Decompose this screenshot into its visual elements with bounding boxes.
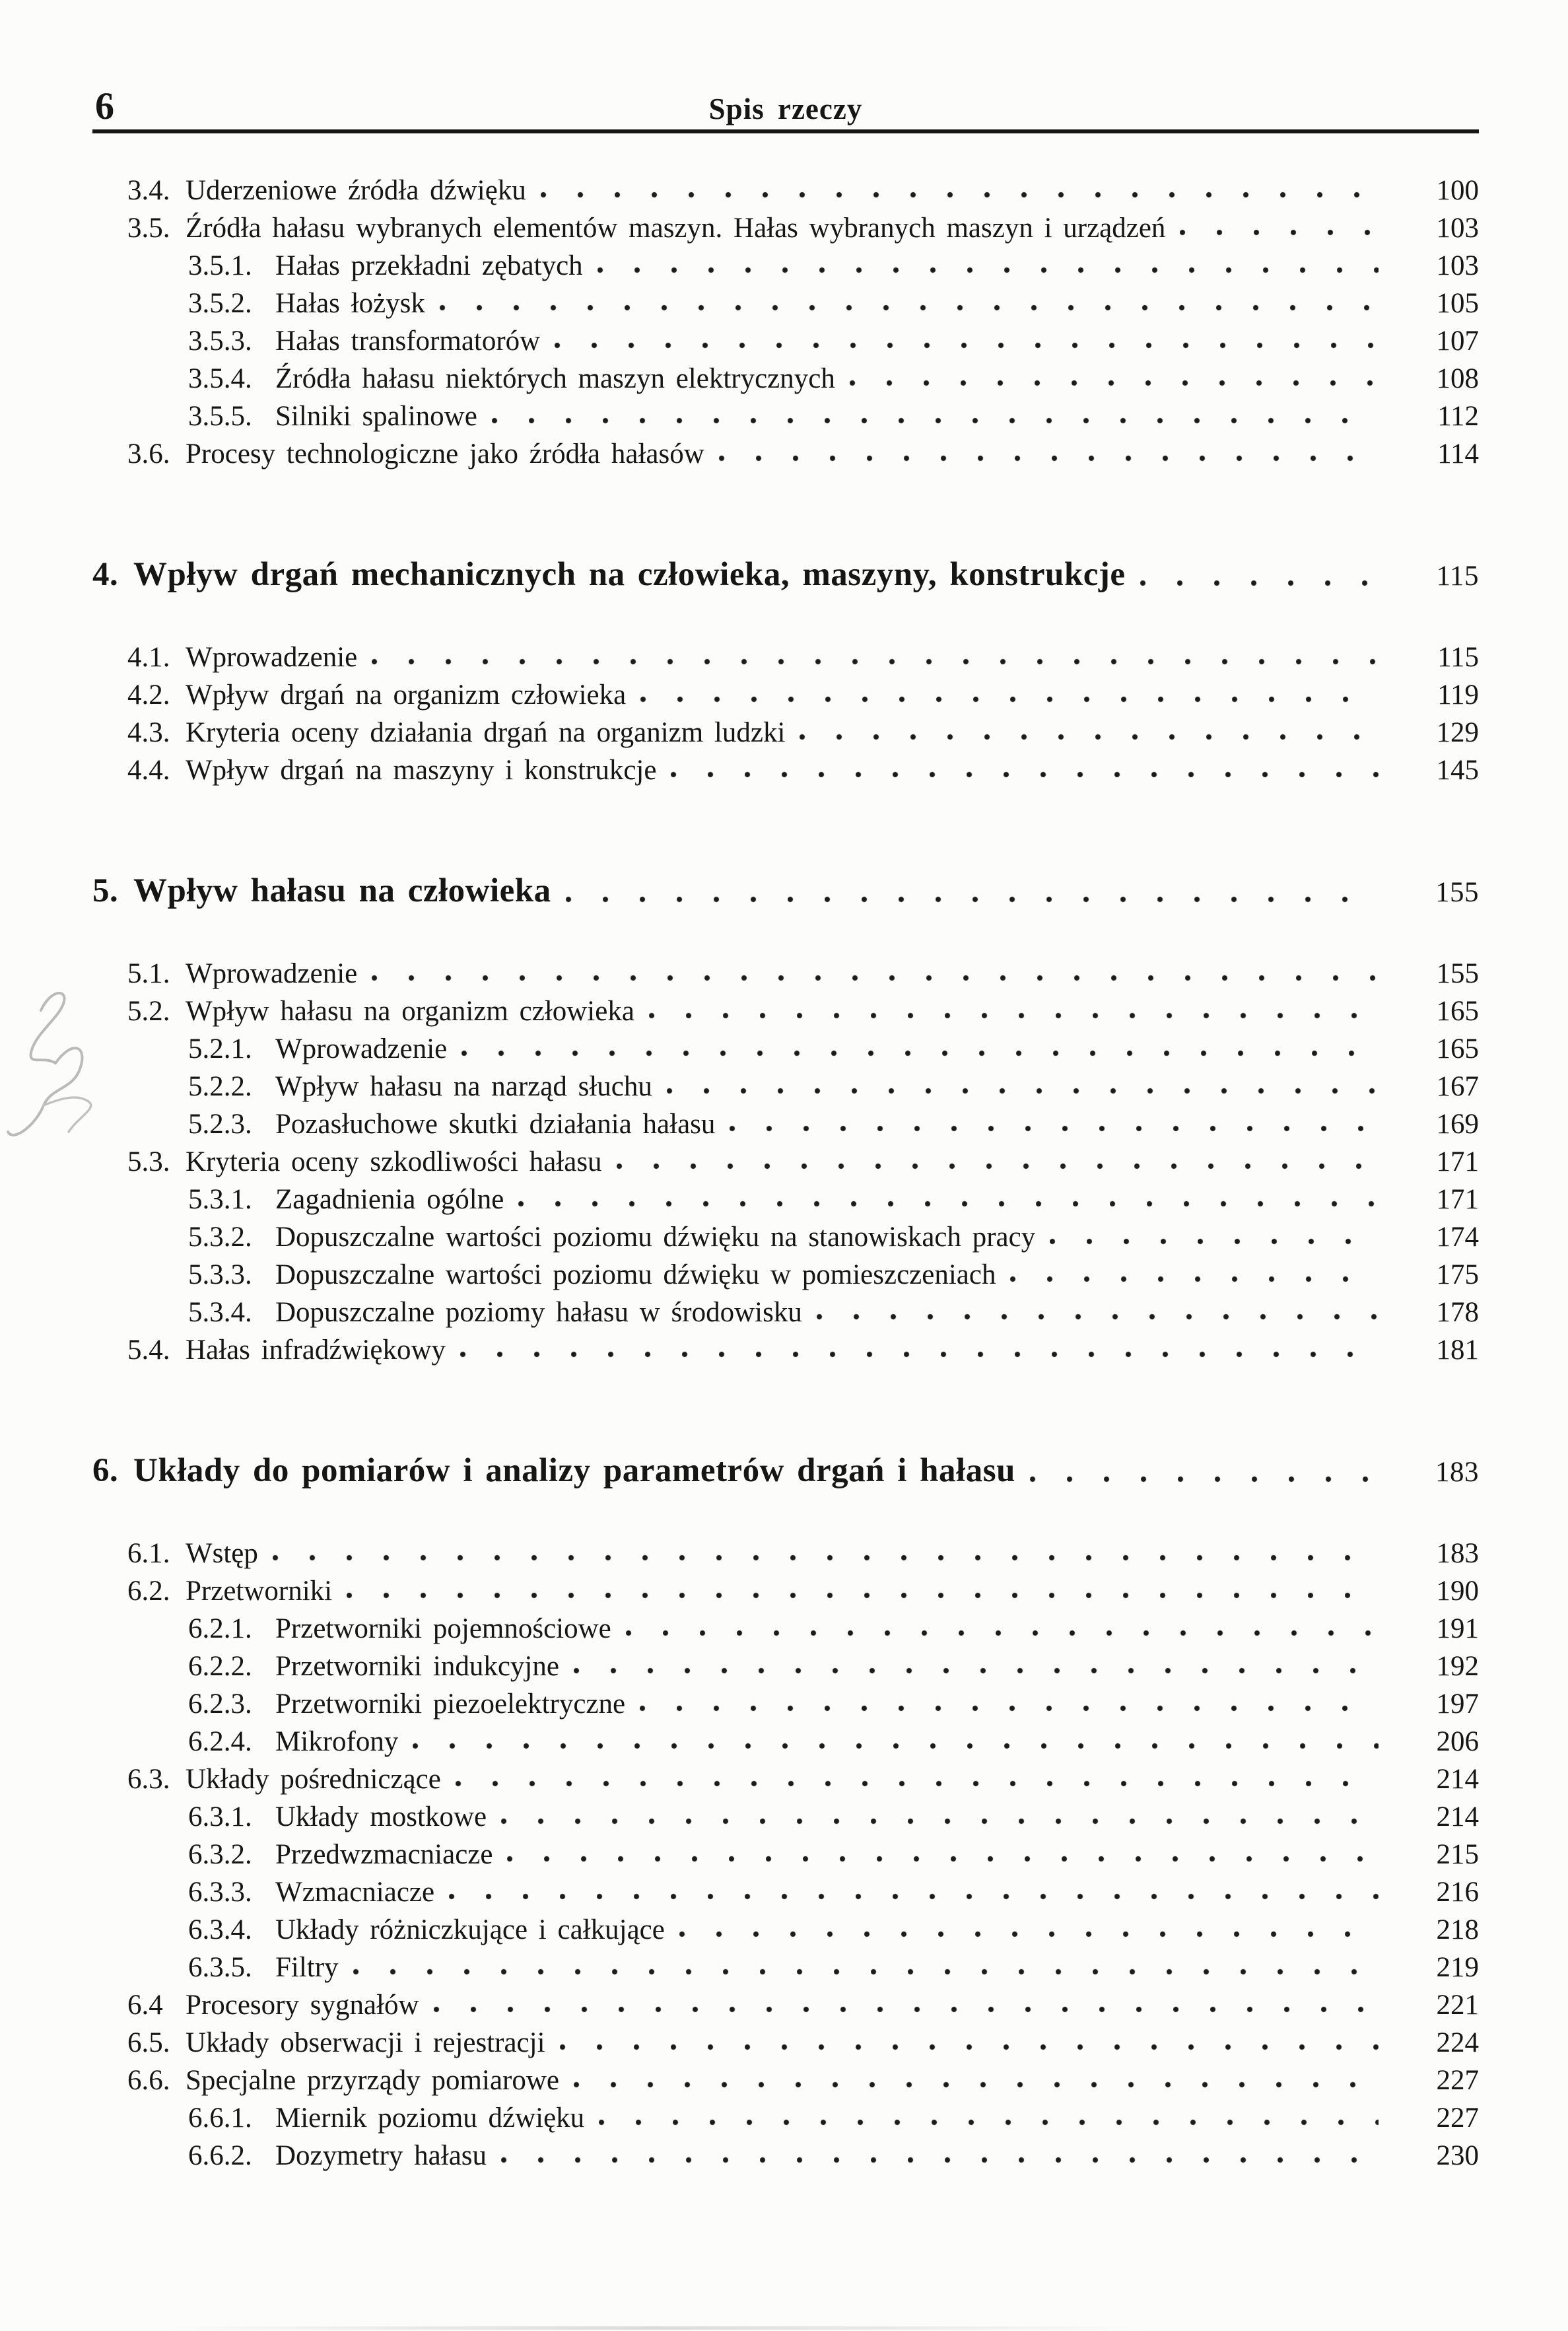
entry-page-number: 103 bbox=[1436, 213, 1479, 244]
entry-page-number: 216 bbox=[1436, 1877, 1479, 1908]
entry-number: 4.3. bbox=[127, 717, 170, 748]
chapter-number: 5. bbox=[92, 872, 119, 909]
toc-entry bbox=[92, 1949, 1479, 1986]
entry-title: Pozasłuchowe skutki działania hałasu bbox=[275, 1109, 716, 1140]
page-header bbox=[92, 0, 1479, 129]
entry-title: Przetworniki pojemnościowe bbox=[275, 1613, 611, 1644]
chapter-number: 4. bbox=[92, 556, 119, 593]
entry-title: Wpływ drgań na maszyny i konstrukcje bbox=[186, 755, 657, 786]
dot-leader bbox=[1180, 229, 1379, 236]
entry-title: Wstęp bbox=[186, 1538, 258, 1569]
dot-leader bbox=[555, 342, 1379, 349]
entry-title: Uderzeniowe źródła dźwięku bbox=[186, 175, 526, 206]
dot-leader bbox=[1140, 580, 1379, 586]
entry-page-number: 190 bbox=[1436, 1576, 1479, 1607]
toc-entry bbox=[92, 2137, 1479, 2174]
dot-leader bbox=[730, 1125, 1379, 1132]
entry-page-number: 218 bbox=[1436, 1914, 1479, 1945]
entry-title: Procesy technologiczne jako źródła hałasów bbox=[186, 438, 704, 470]
entry-title: Hałas transformatorów bbox=[275, 326, 541, 357]
entry-number: 6.2.4. bbox=[188, 1726, 252, 1757]
dot-leader bbox=[372, 658, 1379, 665]
chapter-title: Układy do pomiarów i analizy parametrów drgań i hałasu bbox=[133, 1452, 1015, 1489]
dot-leader bbox=[640, 696, 1379, 703]
entry-page-number: 174 bbox=[1436, 1222, 1479, 1253]
dot-leader bbox=[492, 417, 1379, 424]
entry-page-number: 155 bbox=[1436, 958, 1479, 989]
toc-entry bbox=[92, 360, 1479, 398]
dot-leader bbox=[456, 1780, 1379, 1787]
entry-number: 3.4. bbox=[127, 175, 170, 206]
toc-entry bbox=[92, 2024, 1479, 2062]
dot-leader bbox=[413, 1743, 1379, 1749]
entry-number: 5.3.3. bbox=[188, 1259, 252, 1290]
entry-number: 6.2.2. bbox=[188, 1651, 252, 1682]
toc-entry bbox=[92, 1068, 1479, 1105]
entry-page-number: 230 bbox=[1436, 2140, 1479, 2171]
entry-number: 5.2. bbox=[127, 996, 170, 1027]
entry-number: 6.3.2. bbox=[188, 1839, 252, 1870]
entry-title: Źródła hałasu niektórych maszyn elektrycznych bbox=[275, 363, 835, 394]
entry-number: 5.3.2. bbox=[188, 1222, 252, 1253]
entry-number: 6.6.1. bbox=[188, 2103, 252, 2134]
dot-leader bbox=[449, 1893, 1379, 1900]
entry-number: 5.3.1. bbox=[188, 1184, 252, 1215]
toc-entry bbox=[92, 639, 1479, 676]
entry-number: 5.1. bbox=[127, 958, 170, 989]
dot-leader bbox=[347, 1592, 1379, 1599]
chapter-page-number: 155 bbox=[1435, 877, 1479, 908]
toc-entry bbox=[92, 1685, 1479, 1723]
dot-leader bbox=[560, 2044, 1379, 2050]
toc-chapter-heading bbox=[92, 867, 1479, 917]
toc-entry bbox=[92, 435, 1479, 473]
toc-entry bbox=[92, 1181, 1479, 1218]
entry-page-number: 105 bbox=[1436, 288, 1479, 319]
dot-leader bbox=[501, 1818, 1379, 1825]
chapter-title: Wpływ hałasu na człowieka bbox=[133, 872, 551, 909]
entry-title: Hałas infradźwiękowy bbox=[186, 1335, 446, 1366]
toc-entry bbox=[92, 1331, 1479, 1369]
entry-page-number: 215 bbox=[1436, 1839, 1479, 1870]
running-head-title: Spis rzeczy bbox=[708, 92, 863, 125]
entry-page-number: 119 bbox=[1437, 679, 1479, 711]
dot-leader bbox=[617, 1163, 1379, 1169]
entry-number: 6.2.3. bbox=[188, 1688, 252, 1720]
entry-title: Wprowadzenie bbox=[186, 958, 358, 989]
dot-leader bbox=[273, 1554, 1379, 1561]
entry-page-number: 214 bbox=[1436, 1764, 1479, 1795]
entry-page-number: 181 bbox=[1436, 1335, 1479, 1366]
dot-leader bbox=[574, 1667, 1379, 1674]
toc-entry bbox=[92, 1294, 1479, 1331]
toc-entry bbox=[92, 1105, 1479, 1143]
entry-number: 5.2.3. bbox=[188, 1109, 252, 1140]
entry-page-number: 112 bbox=[1437, 401, 1479, 432]
entry-title: Przetworniki bbox=[186, 1576, 333, 1607]
dot-leader bbox=[719, 455, 1379, 462]
entry-page-number: 165 bbox=[1436, 996, 1479, 1027]
chapter-page-number: 115 bbox=[1436, 561, 1479, 592]
dot-leader bbox=[597, 267, 1379, 273]
dot-leader bbox=[440, 304, 1379, 311]
entry-title: Przetworniki piezoelektryczne bbox=[275, 1688, 626, 1720]
entry-page-number: 169 bbox=[1436, 1109, 1479, 1140]
toc-entry bbox=[92, 714, 1479, 751]
entry-number: 6.3.4. bbox=[188, 1914, 252, 1945]
dot-leader bbox=[507, 1856, 1379, 1862]
entry-title: Wpływ hałasu na narząd słuchu bbox=[275, 1071, 652, 1102]
toc-entry bbox=[92, 247, 1479, 285]
entry-page-number: 192 bbox=[1436, 1651, 1479, 1682]
entry-page-number: 100 bbox=[1436, 175, 1479, 206]
header-rule bbox=[92, 129, 1479, 133]
entry-page-number: 214 bbox=[1436, 1801, 1479, 1832]
dot-leader bbox=[501, 2157, 1379, 2163]
dot-leader bbox=[679, 1931, 1379, 1937]
table-of-contents bbox=[92, 172, 1479, 2174]
entry-page-number: 107 bbox=[1436, 326, 1479, 357]
entry-title: Układy różniczkujące i całkujące bbox=[275, 1914, 665, 1945]
entry-page-number: 165 bbox=[1436, 1033, 1479, 1064]
entry-page-number: 206 bbox=[1436, 1726, 1479, 1757]
entry-number: 6.5. bbox=[127, 2027, 170, 2058]
toc-entry bbox=[92, 1836, 1479, 1873]
toc-entry bbox=[92, 1030, 1479, 1068]
toc-entry bbox=[92, 1723, 1479, 1760]
toc-chapter-heading bbox=[92, 1447, 1479, 1496]
toc-entry bbox=[92, 1535, 1479, 1572]
entry-number: 5.2.2. bbox=[188, 1071, 252, 1102]
entry-title: Źródła hałasu wybranych elementów maszyn. Hałas wybranych maszyn i urządzeń bbox=[186, 213, 1166, 244]
toc-entry bbox=[92, 1873, 1479, 1911]
entry-number: 3.5.2. bbox=[188, 288, 252, 319]
toc-entry bbox=[92, 1986, 1479, 2024]
dot-leader bbox=[800, 734, 1379, 740]
dot-leader bbox=[626, 1630, 1379, 1636]
entry-page-number: 108 bbox=[1436, 363, 1479, 394]
entry-number: 5.3. bbox=[127, 1146, 170, 1177]
entry-page-number: 145 bbox=[1436, 755, 1479, 786]
toc-entry bbox=[92, 1143, 1479, 1181]
entry-number: 6.4 bbox=[127, 1990, 163, 2021]
entry-page-number: 171 bbox=[1436, 1146, 1479, 1177]
entry-page-number: 115 bbox=[1437, 642, 1479, 673]
entry-title: Procesory sygnałów bbox=[186, 1990, 419, 2021]
entry-title: Przedwzmacniacze bbox=[275, 1839, 493, 1870]
entry-number: 3.5.4. bbox=[188, 363, 252, 394]
chapter-title: Wpływ drgań mechanicznych na człowieka, maszyny, konstrukcje bbox=[133, 556, 1126, 593]
entry-title: Układy obserwacji i rejestracji bbox=[186, 2027, 545, 2058]
toc-entry bbox=[92, 1572, 1479, 1610]
entry-title: Dopuszczalne wartości poziomu dźwięku na stanowiskach pracy bbox=[275, 1222, 1036, 1253]
dot-leader bbox=[1050, 1238, 1379, 1245]
dot-leader bbox=[541, 191, 1379, 198]
dot-leader bbox=[817, 1313, 1379, 1320]
entry-title: Mikrofony bbox=[275, 1726, 399, 1757]
entry-page-number: 219 bbox=[1436, 1952, 1479, 1983]
toc-entry bbox=[92, 322, 1479, 360]
dot-leader bbox=[434, 2006, 1379, 2013]
entry-number: 4.2. bbox=[127, 679, 170, 711]
toc-entry bbox=[92, 398, 1479, 435]
entry-page-number: 178 bbox=[1436, 1297, 1479, 1328]
entry-number: 5.3.4. bbox=[188, 1297, 252, 1328]
dot-leader bbox=[1030, 1476, 1379, 1482]
entry-title: Przetworniki indukcyjne bbox=[275, 1651, 559, 1682]
entry-number: 4.4. bbox=[127, 755, 170, 786]
entry-page-number: 183 bbox=[1436, 1538, 1479, 1569]
dot-leader bbox=[850, 380, 1379, 386]
toc-entry bbox=[92, 285, 1479, 322]
toc-entry bbox=[92, 992, 1479, 1030]
dot-leader bbox=[640, 1705, 1379, 1712]
entry-page-number: 221 bbox=[1436, 1990, 1479, 2021]
entry-page-number: 171 bbox=[1436, 1184, 1479, 1215]
entry-number: 6.6.2. bbox=[188, 2140, 252, 2171]
entry-number: 4.1. bbox=[127, 642, 170, 673]
entry-title: Wprowadzenie bbox=[186, 642, 358, 673]
chapter-number: 6. bbox=[92, 1452, 119, 1489]
entry-page-number: 175 bbox=[1436, 1259, 1479, 1290]
entry-title: Zagadnienia ogólne bbox=[275, 1184, 504, 1215]
entry-number: 6.3. bbox=[127, 1764, 170, 1795]
entry-number: 6.3.5. bbox=[188, 1952, 252, 1983]
entry-title: Filtry bbox=[275, 1952, 339, 1983]
entry-page-number: 167 bbox=[1436, 1071, 1479, 1102]
entry-number: 6.3.1. bbox=[188, 1801, 252, 1832]
entry-title: Miernik poziomu dźwięku bbox=[275, 2103, 585, 2134]
entry-page-number: 227 bbox=[1436, 2065, 1479, 2096]
entry-title: Wpływ drgań na organizm człowieka bbox=[186, 679, 627, 711]
entry-title: Dozymetry hałasu bbox=[275, 2140, 487, 2171]
entry-title: Kryteria oceny szkodliwości hałasu bbox=[186, 1146, 602, 1177]
toc-entry bbox=[92, 1648, 1479, 1685]
dot-leader bbox=[461, 1050, 1379, 1057]
toc-entry bbox=[92, 676, 1479, 714]
entry-title: Wpływ hałasu na organizm człowieka bbox=[186, 996, 634, 1027]
entry-number: 6.2. bbox=[127, 1576, 170, 1607]
toc-entry bbox=[92, 209, 1479, 247]
entry-number: 3.6. bbox=[127, 438, 170, 470]
entry-title: Hałas łożysk bbox=[275, 288, 425, 319]
toc-entry bbox=[92, 2062, 1479, 2099]
entry-number: 3.5.3. bbox=[188, 326, 252, 357]
entry-number: 6.1. bbox=[127, 1538, 170, 1569]
handwritten-mark-32 bbox=[0, 976, 112, 1194]
dot-leader bbox=[566, 896, 1379, 903]
entry-number: 5.4. bbox=[127, 1335, 170, 1366]
entry-page-number: 191 bbox=[1436, 1613, 1479, 1644]
toc-entry bbox=[92, 1760, 1479, 1798]
dot-leader bbox=[574, 2081, 1379, 2088]
dot-leader bbox=[353, 1968, 1379, 1975]
entry-page-number: 197 bbox=[1436, 1688, 1479, 1720]
dot-leader bbox=[649, 1012, 1379, 1019]
entry-number: 3.5.1. bbox=[188, 250, 252, 281]
entry-title: Dopuszczalne poziomy hałasu w środowisku bbox=[275, 1297, 802, 1328]
entry-number: 6.2.1. bbox=[188, 1613, 252, 1644]
entry-number: 5.2.1. bbox=[188, 1033, 252, 1064]
entry-title: Specjalne przyrządy pomiarowe bbox=[186, 2065, 559, 2096]
entry-title: Silniki spalinowe bbox=[275, 401, 477, 432]
dot-leader bbox=[460, 1351, 1379, 1358]
toc-entry bbox=[92, 751, 1479, 789]
scan-edge-shadow bbox=[158, 2326, 1149, 2330]
toc-entry bbox=[92, 2099, 1479, 2137]
entry-number: 3.5. bbox=[127, 213, 170, 244]
dot-leader bbox=[667, 1088, 1379, 1094]
entry-page-number: 129 bbox=[1436, 717, 1479, 748]
dot-leader bbox=[518, 1200, 1379, 1207]
toc-entry bbox=[92, 1218, 1479, 1256]
entry-title: Dopuszczalne wartości poziomu dźwięku w pomieszczeniach bbox=[275, 1259, 996, 1290]
entry-number: 6.3.3. bbox=[188, 1877, 252, 1908]
dot-leader bbox=[372, 975, 1379, 981]
entry-title: Układy pośredniczące bbox=[186, 1764, 441, 1795]
entry-number: 6.6. bbox=[127, 2065, 170, 2096]
toc-entry bbox=[92, 1798, 1479, 1836]
toc-entry bbox=[92, 172, 1479, 209]
entry-title: Wzmacniacze bbox=[275, 1877, 435, 1908]
entry-number: 3.5.5. bbox=[188, 401, 252, 432]
entry-page-number: 224 bbox=[1436, 2027, 1479, 2058]
toc-chapter-heading bbox=[92, 551, 1479, 600]
entry-page-number: 114 bbox=[1437, 438, 1479, 470]
toc-entry bbox=[92, 1256, 1479, 1294]
entry-page-number: 227 bbox=[1436, 2103, 1479, 2134]
chapter-page-number: 183 bbox=[1435, 1457, 1479, 1488]
toc-entry bbox=[92, 1911, 1479, 1949]
entry-title: Hałas przekładni zębatych bbox=[275, 250, 583, 281]
page-number: 6 bbox=[95, 85, 114, 127]
entry-page-number: 103 bbox=[1436, 250, 1479, 281]
dot-leader bbox=[599, 2119, 1379, 2126]
entry-title: Kryteria oceny działania drgań na organizm ludzki bbox=[186, 717, 786, 748]
dot-leader bbox=[671, 771, 1379, 778]
toc-entry bbox=[92, 1610, 1479, 1648]
entry-title: Układy mostkowe bbox=[275, 1801, 487, 1832]
toc-entry bbox=[92, 955, 1479, 992]
dot-leader bbox=[1010, 1276, 1379, 1282]
entry-title: Wprowadzenie bbox=[275, 1033, 448, 1064]
